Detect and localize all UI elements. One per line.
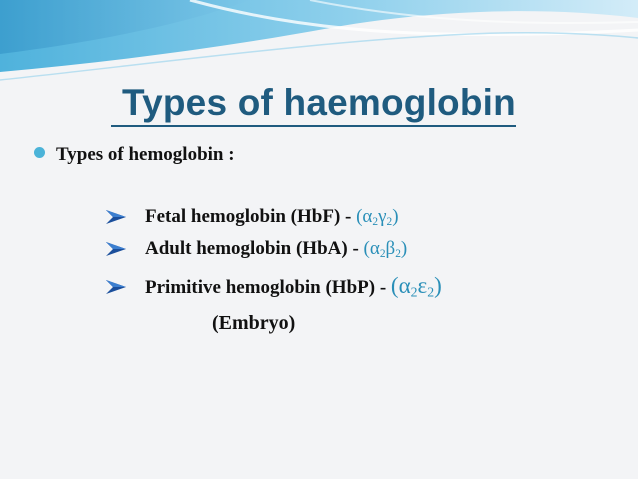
formula-hbp: $(\alpha_2\varepsilon_2)$: [390, 273, 442, 300]
bullet-dot-icon: [34, 147, 45, 158]
list-item-text: Adult hemoglobin (HbA) -: [145, 238, 364, 259]
arrow-bullet-icon: [106, 280, 126, 294]
arrow-bullet-icon: [106, 210, 126, 224]
arrow-bullet-icon: [106, 242, 126, 256]
list-item-text: Primitive hemoglobin (HbP) -: [145, 277, 391, 298]
decorative-wave-header: [0, 0, 638, 90]
formula-hba: $(\alpha_2\beta_2)$: [363, 238, 408, 260]
list-item-text: Fetal hemoglobin (HbF) -: [145, 206, 357, 227]
list-item-fetal: [145, 206, 399, 228]
main-bullet-text: Types of hemoglobin :: [56, 144, 235, 165]
formula-hbf: $(\alpha_2\gamma_2)$: [356, 206, 399, 228]
embryo-note: (Embryo): [212, 312, 296, 334]
title-underline: [111, 125, 516, 127]
list-item-adult: [145, 238, 407, 260]
slide-title: Types of haemoglobin: [122, 82, 516, 123]
main-bullet: [34, 144, 235, 166]
list-item-primitive: [145, 273, 442, 299]
